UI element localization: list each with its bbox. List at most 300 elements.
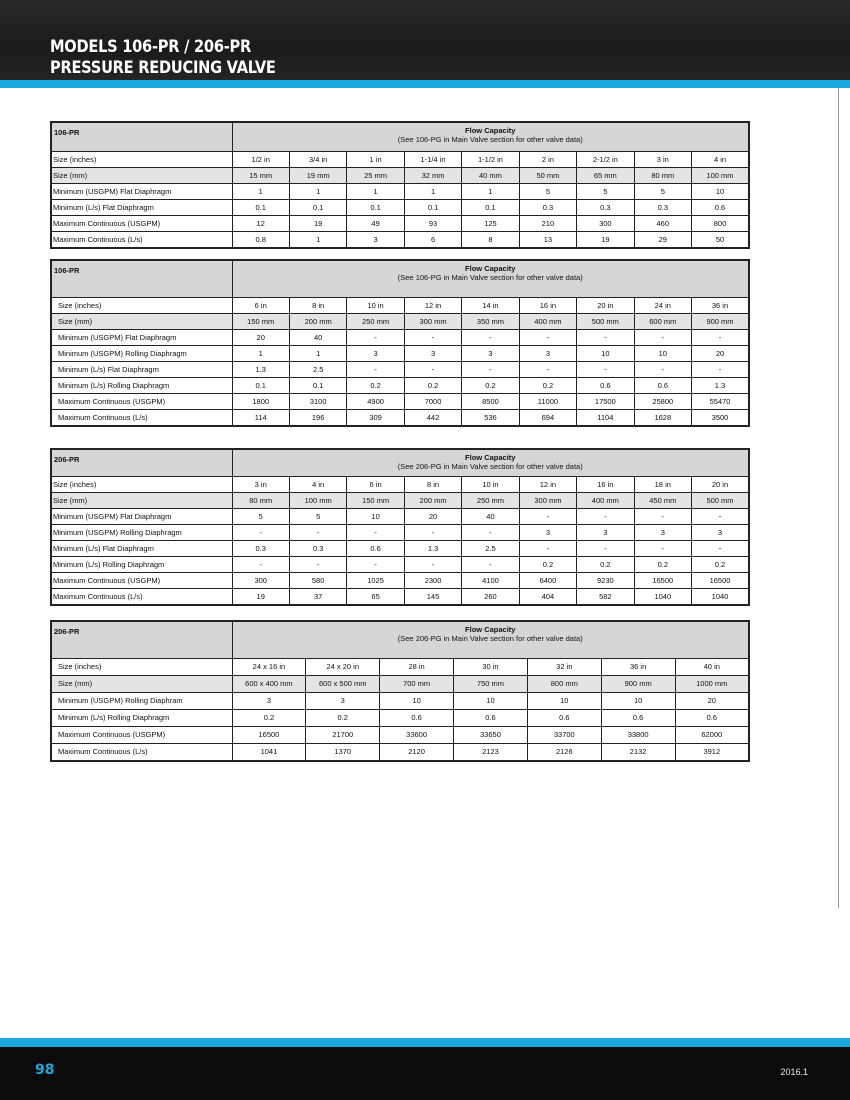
table-cell: 0.1 [404,200,461,216]
table-cell: 40 in [675,659,749,676]
table-cell: - [347,525,404,541]
table-cell: 500 mm [577,314,634,330]
row-label: Minimum (USGPM) Flat Diaphragm [51,330,232,346]
table-cell: 8 in [404,477,461,493]
table-cell: 1041 [232,744,306,762]
table-cell: 1 [289,346,346,362]
table-cell: 14 in [462,298,519,314]
table-cell: 5 [634,184,691,200]
table-cell: 50 [692,232,750,249]
row-label: Minimum (L/s) Rolling Diaphragm [51,378,232,394]
row-label: Maximum Continuous (L/s) [51,232,232,249]
table-cell: 0.3 [289,541,346,557]
table-cell: 1 [347,184,404,200]
table-row [51,477,749,493]
table-cell: 4100 [462,573,519,589]
table-cell: 442 [404,410,461,427]
table-cell: 5 [519,184,576,200]
table-cell: 400 mm [519,314,576,330]
table-cell: 1040 [634,589,691,606]
table-cell: - [404,557,461,573]
table-cell: 1/2 in [232,152,289,168]
table-cell: 1-1/2 in [462,152,519,168]
table-cell: 93 [404,216,461,232]
table-cell: 1.3 [692,378,750,394]
table-cell: 450 mm [634,493,691,509]
row-label: Size (mm) [51,676,232,693]
table-cell: 0.6 [380,710,454,727]
table-cell: 19 [232,589,289,606]
table-cell: - [519,330,576,346]
table-cell: 0.6 [577,378,634,394]
table-cell: 800 mm [527,676,601,693]
table-cell: 3500 [692,410,750,427]
table-cell: 2126 [527,744,601,762]
table-cell: 0.6 [601,710,675,727]
table-cell: 24 in [634,298,691,314]
table-cell: - [577,362,634,378]
row-label: Maximum Continuous (L/s) [51,589,232,606]
table-cell: 2.5 [462,541,519,557]
table-cell: 582 [577,589,634,606]
table-header-row [51,449,749,477]
table-cell: 0.2 [519,557,576,573]
table-cell: 4 in [692,152,750,168]
table-cell: 1000 mm [675,676,749,693]
title-line-models: MODELS 106-PR / 206-PR [50,37,251,57]
table-cell: 11000 [519,394,576,410]
table-cell: 100 mm [692,168,750,184]
table-cell: 1025 [347,573,404,589]
table-cell: 309 [347,410,404,427]
page-number: 98 [35,1062,55,1078]
table-cell: 0.1 [289,378,346,394]
table-row [51,362,749,378]
table-cell: 32 mm [404,168,461,184]
table-cell: - [462,362,519,378]
row-label: Minimum (USGPM) Rolling Diaphragm [51,525,232,541]
table-cell: 1104 [577,410,634,427]
table-cell: 6 in [232,298,289,314]
table-cell: 150 mm [232,314,289,330]
table-cell: 300 [232,573,289,589]
table-cell: 80 mm [634,168,691,184]
table-row [51,168,749,184]
table-row [51,200,749,216]
table-cell: - [692,330,750,346]
table-cell: 10 [634,346,691,362]
table-cell: 0.1 [289,200,346,216]
table-cell: 3 [519,346,576,362]
table-cell: 1370 [306,744,380,762]
table-cell: - [462,557,519,573]
table-cell: 12 [232,216,289,232]
table-cell: 24 x 20 in [306,659,380,676]
table-cell: 36 in [692,298,750,314]
row-label: Maximum Continuous (USGPM) [51,216,232,232]
table-cell: 114 [232,410,289,427]
table-cell: - [404,330,461,346]
flow-capacity-table-106-pr-small [50,121,750,249]
table-header-row [51,122,749,152]
row-label: Maximum Continuous (USGPM) [51,573,232,589]
table-cell: 0.8 [232,232,289,249]
table-row [51,394,749,410]
flow-capacity-note: (See 206-PG in Main Valve section for other valve data) [397,462,583,471]
row-label: Minimum (USGPM) Rolling Diaphram [51,693,232,710]
row-label: Minimum (L/s) Flat Diaphragm [51,362,232,378]
table-cell: 700 mm [380,676,454,693]
table-cell: 0.2 [306,710,380,727]
row-label: Minimum (L/s) Flat Diaphragm [51,200,232,216]
row-label: Size (inches) [51,298,232,314]
row-label: Maximum Continuous (L/s) [51,410,232,427]
table-cell: 125 [462,216,519,232]
flow-capacity-table-206-pr-small [50,448,750,606]
table-cell: 30 in [454,659,528,676]
flow-capacity-header [232,621,749,659]
table-cell: 8 in [289,298,346,314]
table-cell: 460 [634,216,691,232]
table-cell: 20 in [577,298,634,314]
table-cell: 20 [692,346,750,362]
table-cell: 900 mm [692,314,750,330]
table-cell: 3 [347,346,404,362]
table-cell: 12 in [519,477,576,493]
row-label: Minimum (L/s) Flat Diaphragm [51,541,232,557]
table-cell: 20 [232,330,289,346]
flow-capacity-header [232,122,749,152]
table-cell: 1800 [232,394,289,410]
table-cell: 0.2 [519,378,576,394]
table-cell: - [404,525,461,541]
table-cell: 3 [232,693,306,710]
table-cell: 8 [462,232,519,249]
table-cell: 0.6 [454,710,528,727]
table-cell: 1 [462,184,519,200]
table-cell: 0.2 [577,557,634,573]
table-cell: 5 [232,509,289,525]
table-cell: - [577,330,634,346]
table-cell: 200 mm [289,314,346,330]
table-cell: - [692,509,750,525]
flow-capacity-header [232,449,749,477]
table-cell: 33600 [380,727,454,744]
table-cell: 0.6 [692,200,750,216]
page-header [0,0,850,80]
table-row [51,744,749,762]
table-cell: 80 mm [232,493,289,509]
table-cell: 1 [232,184,289,200]
table-cell: - [347,557,404,573]
flow-capacity-title: Flow Capacity [465,126,516,135]
table-cell: 20 [675,693,749,710]
table-cell: 16 in [577,477,634,493]
table-cell: 10 in [462,477,519,493]
table-cell: 0.6 [347,541,404,557]
table-cell: 5 [289,509,346,525]
table-cell: 200 mm [404,493,461,509]
table-cell: 1 [404,184,461,200]
table-cell: 3 [462,346,519,362]
table-cell: 500 mm [692,493,750,509]
table-row [51,541,749,557]
table-cell: 17500 [577,394,634,410]
flow-capacity-table-206-pr-large [50,620,750,762]
table-cell: 694 [519,410,576,427]
table-cell: 9230 [577,573,634,589]
table-cell: 0.3 [577,200,634,216]
table-row [51,509,749,525]
table-row [51,152,749,168]
table-cell: 19 [577,232,634,249]
table-cell: 600 mm [634,314,691,330]
header-accent-stripe [0,80,850,88]
table-row [51,216,749,232]
table-cell: 21700 [306,727,380,744]
table-cell: 2120 [380,744,454,762]
table-cell: - [519,362,576,378]
table-cell: 40 mm [462,168,519,184]
row-label: Minimum (L/s) Rolling Diaphragm [51,710,232,727]
table-cell: 16500 [692,573,750,589]
table-cell: 0.3 [232,541,289,557]
row-label: Size (mm) [51,314,232,330]
table-cell: 3 in [232,477,289,493]
table-cell: 1 in [347,152,404,168]
table-cell: 536 [462,410,519,427]
table-cell: - [462,330,519,346]
model-label: 206-PR [51,449,232,477]
table-body [51,298,749,427]
table-cell: 0.1 [462,200,519,216]
row-label: Size (inches) [51,152,232,168]
table-cell: 0.6 [634,378,691,394]
table-row [51,589,749,606]
table-body [51,152,749,249]
table-header-row [51,260,749,298]
flow-capacity-note: (See 106-PG in Main Valve section for other valve data) [397,135,583,144]
table-cell: 65 [347,589,404,606]
table-cell: 100 mm [289,493,346,509]
table-cell: 2 in [519,152,576,168]
table-cell: 2.5 [289,362,346,378]
table-cell: 1 [232,346,289,362]
table-cell: 2-1/2 in [577,152,634,168]
table-cell: 300 mm [404,314,461,330]
table-cell: 40 [462,509,519,525]
table-cell: 0.2 [634,557,691,573]
table-cell: 3 [577,525,634,541]
table-cell: - [462,525,519,541]
table-cell: 3 [634,525,691,541]
table-cell: 3 [347,232,404,249]
table-cell: 19 mm [289,168,346,184]
table-cell: - [519,509,576,525]
table-cell: 40 [289,330,346,346]
table-cell: 4900 [347,394,404,410]
table-row [51,727,749,744]
table-cell: 400 mm [577,493,634,509]
table-row [51,184,749,200]
table-cell: - [692,541,750,557]
table-cell: 2123 [454,744,528,762]
table-cell: 49 [347,216,404,232]
table-cell: 196 [289,410,346,427]
table-row [51,378,749,394]
table-cell: 8500 [462,394,519,410]
table-cell: - [404,362,461,378]
table-cell: 3/4 in [289,152,346,168]
footer-accent-stripe [0,1038,850,1047]
table-cell: 19 [289,216,346,232]
table-cell: 3 [519,525,576,541]
table-row [51,693,749,710]
table-cell: 0.3 [519,200,576,216]
model-label: 106-PR [51,122,232,152]
model-label: 106-PR [51,260,232,298]
table-cell: 3912 [675,744,749,762]
table-row [51,410,749,427]
table-cell: 1040 [692,589,750,606]
table-cell: 150 mm [347,493,404,509]
table-cell: 33700 [527,727,601,744]
title-line-product: PRESSURE REDUCING VALVE [50,58,276,78]
table-cell: 800 [692,216,750,232]
row-label: Minimum (L/s) Rolling Diaphragm [51,557,232,573]
table-cell: 3 [692,525,750,541]
table-cell: 3 [306,693,380,710]
table-cell: - [347,330,404,346]
table-cell: 0.2 [232,710,306,727]
flow-capacity-header [232,260,749,298]
table-header-row [51,621,749,659]
row-label: Size (mm) [51,168,232,184]
table-cell: 10 [692,184,750,200]
table-cell: 1.3 [232,362,289,378]
flow-capacity-title: Flow Capacity [465,264,516,273]
table-cell: 350 mm [462,314,519,330]
table-cell: 0.3 [634,200,691,216]
table-cell: 750 mm [454,676,528,693]
table-cell: 20 [404,509,461,525]
table-cell: 0.6 [527,710,601,727]
table-cell: 3 [404,346,461,362]
table-cell: - [232,557,289,573]
table-cell: 33800 [601,727,675,744]
row-label: Maximum Continuous (L/s) [51,744,232,762]
table-cell: 55470 [692,394,750,410]
table-cell: 145 [404,589,461,606]
table-cell: 29 [634,232,691,249]
table-cell: 210 [519,216,576,232]
table-cell: - [289,557,346,573]
table-cell: 0.2 [462,378,519,394]
table-cell: - [577,541,634,557]
table-cell: 404 [519,589,576,606]
model-label: 206-PR [51,621,232,659]
table-cell: 0.1 [232,378,289,394]
document-version: 2016.1 [780,1067,808,1077]
flow-capacity-title: Flow Capacity [465,453,516,462]
table-row [51,573,749,589]
table-cell: 50 mm [519,168,576,184]
table-row [51,232,749,249]
table-cell: 36 in [601,659,675,676]
table-cell: 0.1 [232,200,289,216]
table-cell: 600 x 400 mm [232,676,306,693]
flow-capacity-title: Flow Capacity [465,625,516,634]
table-cell: 37 [289,589,346,606]
row-label: Size (inches) [51,659,232,676]
table-cell: 0.1 [347,200,404,216]
table-cell: 32 in [527,659,601,676]
table-row [51,525,749,541]
table-cell: 0.2 [404,378,461,394]
flow-capacity-note: (See 206-PG in Main Valve section for other valve data) [397,634,583,643]
table-cell: 25 mm [347,168,404,184]
table-body [51,659,749,762]
table-cell: 16 in [519,298,576,314]
table-body [51,477,749,606]
table-cell: - [232,525,289,541]
table-cell: 260 [462,589,519,606]
table-cell: - [634,509,691,525]
table-cell: 10 [577,346,634,362]
table-cell: 6400 [519,573,576,589]
table-cell: 7000 [404,394,461,410]
table-row [51,346,749,362]
table-cell: 15 mm [232,168,289,184]
table-row [51,710,749,727]
table-cell: 1628 [634,410,691,427]
table-cell: 6 [404,232,461,249]
row-label: Size (mm) [51,493,232,509]
row-label: Minimum (USGPM) Flat Diaphragm [51,509,232,525]
table-cell: 13 [519,232,576,249]
table-cell: - [347,362,404,378]
table-cell: 1 [289,184,346,200]
table-cell: - [289,525,346,541]
table-row [51,676,749,693]
table-cell: 0.6 [675,710,749,727]
table-cell: 33650 [454,727,528,744]
table-cell: 3100 [289,394,346,410]
table-cell: 0.2 [347,378,404,394]
table-cell: 20 in [692,477,750,493]
row-label: Maximum Continuous (USGPM) [51,727,232,744]
table-row [51,298,749,314]
table-cell: 10 [347,509,404,525]
table-cell: 65 mm [577,168,634,184]
table-cell: 1 [289,232,346,249]
row-label: Minimum (USGPM) Flat Diaphragm [51,184,232,200]
table-cell: 300 mm [519,493,576,509]
table-row [51,557,749,573]
table-cell: 4 in [289,477,346,493]
table-cell: - [634,330,691,346]
table-cell: 12 in [404,298,461,314]
row-label: Minimum (USGPM) Rolling Diaphragm [51,346,232,362]
table-cell: 580 [289,573,346,589]
table-cell: 62000 [675,727,749,744]
table-cell: - [634,541,691,557]
margin-rule [838,88,839,908]
table-cell: - [577,509,634,525]
table-cell: 10 [527,693,601,710]
table-cell: 250 mm [462,493,519,509]
table-cell: 1-1/4 in [404,152,461,168]
